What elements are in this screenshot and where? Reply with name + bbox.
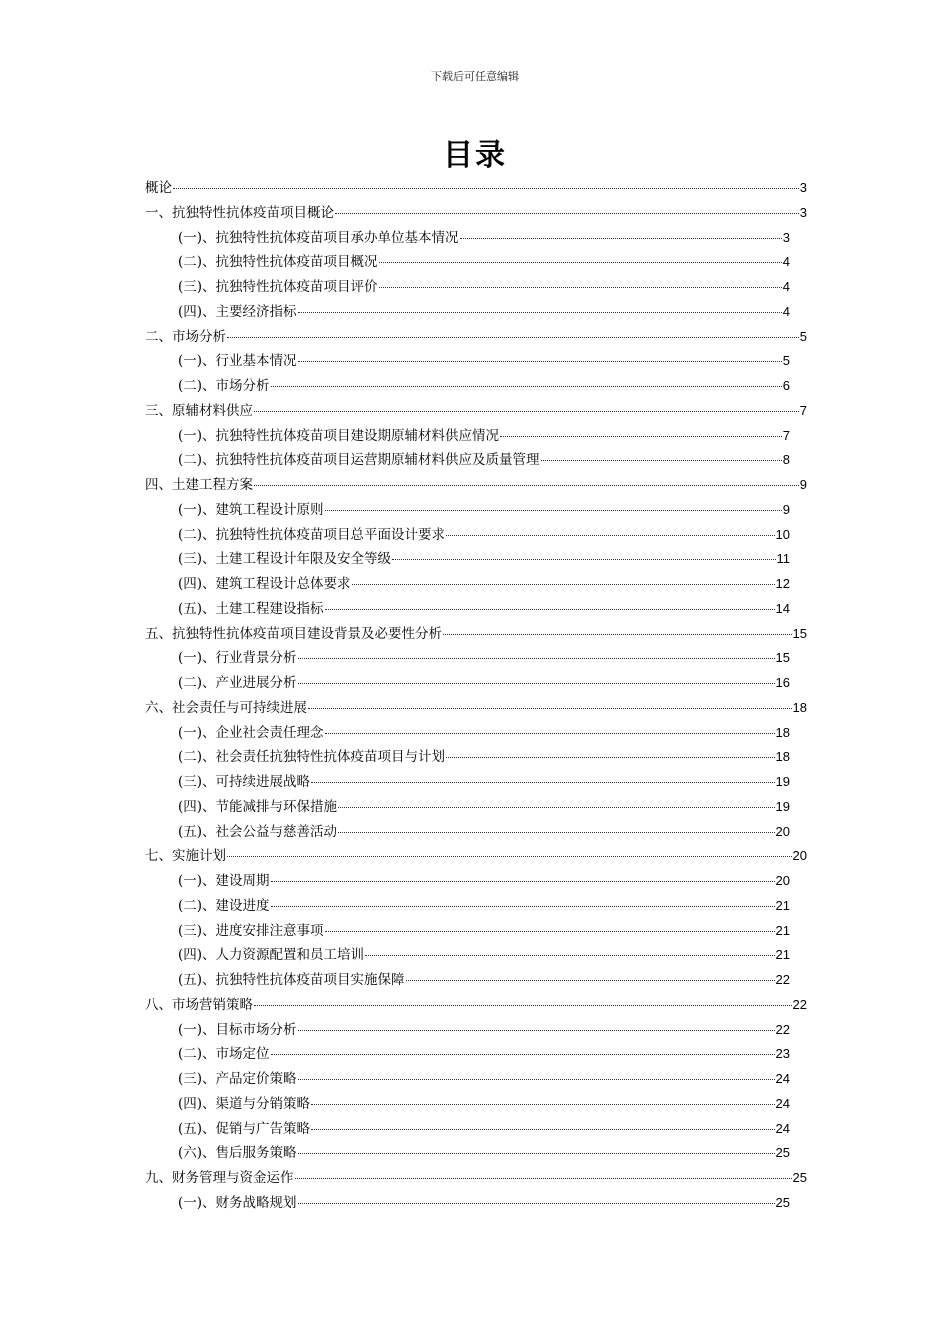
- toc-entry-label: (六)、售后服务策略: [178, 1145, 297, 1162]
- toc-entry-label: (二)、抗独特性抗体疫苗项目概况: [178, 254, 378, 271]
- toc-dot-leader: [335, 213, 799, 214]
- toc-entry[interactable]: [145, 844, 807, 869]
- toc-entry[interactable]: [145, 993, 807, 1018]
- toc-entry-page-number: 21: [775, 922, 790, 938]
- toc-entry-label: (一)、行业背景分析: [178, 650, 297, 667]
- toc-entry-page-number: 19: [775, 798, 790, 814]
- toc-entry-label: 五、抗独特性抗体疫苗项目建设背景及必要性分析: [145, 625, 442, 642]
- toc-entry[interactable]: [145, 275, 790, 300]
- toc-entry[interactable]: [145, 1042, 790, 1067]
- toc-entry[interactable]: [145, 325, 807, 350]
- toc-entry-page-number: 7: [799, 402, 807, 418]
- toc-entry-page-number: 4: [782, 303, 790, 319]
- toc-entry[interactable]: [145, 869, 790, 894]
- toc-entry-page-number: 6: [782, 378, 790, 393]
- toc-entry[interactable]: [145, 226, 790, 251]
- toc-entry-label: (二)、抗独特性抗体疫苗项目总平面设计要求: [178, 526, 446, 543]
- toc-entry-page-number: 3: [799, 180, 807, 195]
- toc-entry-label: (一)、目标市场分析: [178, 1021, 297, 1038]
- toc-entry-label: (五)、抗独特性抗体疫苗项目实施保障: [178, 972, 405, 988]
- toc-entry-page-number: 20: [775, 873, 790, 888]
- toc-entry-label: (一)、建设周期: [178, 873, 270, 889]
- toc-entry[interactable]: [145, 374, 790, 399]
- toc-entry-label: (一)、建筑工程设计原则: [178, 501, 324, 518]
- toc-dot-leader: [271, 1054, 775, 1055]
- toc-dot-leader: [379, 262, 782, 263]
- toc-dot-leader: [298, 683, 775, 684]
- toc-entry[interactable]: [145, 968, 790, 993]
- toc-entry-page-number: 25: [775, 1194, 790, 1210]
- toc-entry-page-number: 12: [775, 576, 790, 591]
- toc-dot-leader: [227, 337, 799, 338]
- toc-entry-page-number: 3: [799, 204, 807, 220]
- toc-dot-leader: [325, 510, 782, 511]
- toc-entry-page-number: 22: [775, 1021, 790, 1037]
- toc-entry-page-number: 3: [782, 229, 790, 245]
- toc-entry[interactable]: [145, 721, 790, 746]
- toc-entry-label: (五)、社会公益与慈善活动: [178, 823, 338, 840]
- toc-entry[interactable]: [145, 1067, 790, 1092]
- toc-entry-page-number: 24: [775, 1095, 790, 1111]
- toc-entry-label: (三)、土建工程设计年限及安全等级: [178, 551, 392, 568]
- toc-title: 目录: [443, 138, 507, 173]
- toc-dot-leader: [271, 881, 775, 882]
- toc-entry-label: (二)、抗独特性抗体疫苗项目运营期原辅材料供应及质量管理: [178, 452, 540, 469]
- toc-dot-leader: [365, 955, 774, 956]
- toc-entry-label: (二)、产业进展分析: [178, 675, 297, 691]
- toc-entry[interactable]: [145, 1018, 790, 1043]
- toc-entry-label: (二)、社会责任抗独特性抗体疫苗项目与计划: [178, 749, 446, 766]
- toc-dot-leader: [227, 856, 792, 857]
- toc-entry-label: (四)、主要经济指标: [178, 303, 297, 320]
- toc-entry-label: (一)、行业基本情况: [178, 353, 297, 370]
- toc-entry-label: (三)、产品定价策略: [178, 1071, 297, 1087]
- toc-entry-page-number: 16: [775, 675, 790, 690]
- toc-entry-label: 六、社会责任与可持续进展: [145, 699, 307, 716]
- toc-entry-page-number: 18: [775, 724, 790, 740]
- toc-entry-page-number: 18: [792, 699, 807, 715]
- toc-entry[interactable]: [145, 622, 807, 647]
- toc-entry[interactable]: [145, 1191, 790, 1216]
- toc-dot-leader: [446, 535, 774, 536]
- toc-entry[interactable]: [145, 943, 790, 968]
- toc-entry-label: 概论: [145, 180, 172, 196]
- toc-entry-page-number: 15: [792, 625, 807, 641]
- toc-dot-leader: [500, 436, 782, 437]
- toc-dot-leader: [311, 782, 774, 783]
- toc-dot-leader: [406, 980, 775, 981]
- toc-dot-leader: [298, 1079, 775, 1080]
- toc-entry-page-number: 8: [782, 452, 790, 468]
- toc-entry[interactable]: [145, 399, 807, 424]
- toc-entry[interactable]: [145, 894, 790, 919]
- toc-entry[interactable]: [145, 745, 790, 770]
- toc-entry[interactable]: [145, 919, 790, 944]
- toc-entry-label: (三)、可持续进展战略: [178, 774, 311, 790]
- toc-dot-leader: [295, 1178, 792, 1179]
- toc-entry[interactable]: [145, 424, 790, 449]
- toc-entry-page-number: 25: [792, 1170, 807, 1185]
- toc-dot-leader: [271, 386, 782, 387]
- toc-entry-label: (五)、土建工程建设指标: [178, 600, 324, 617]
- toc-dot-leader: [325, 733, 775, 734]
- toc-entry-label: (三)、抗独特性抗体疫苗项目评价: [178, 279, 378, 295]
- toc-dot-leader: [392, 559, 775, 560]
- toc-entry[interactable]: [145, 770, 790, 795]
- toc-dot-leader: [325, 931, 775, 932]
- toc-entry-page-number: 20: [792, 848, 807, 864]
- toc-dot-leader: [254, 411, 799, 412]
- toc-entry-page-number: 21: [775, 897, 790, 913]
- toc-entry-page-number: 22: [775, 972, 790, 987]
- toc-entry[interactable]: [145, 1166, 807, 1191]
- toc-entry[interactable]: [145, 795, 790, 820]
- toc-entry-page-number: 19: [775, 774, 790, 789]
- toc-entry[interactable]: [145, 1141, 790, 1166]
- toc-entry-page-number: 4: [782, 254, 790, 270]
- toc-entry[interactable]: [145, 176, 807, 201]
- toc-entry-label: (一)、财务战略规划: [178, 1194, 297, 1211]
- toc-dot-leader: [379, 287, 782, 288]
- toc-dot-leader: [298, 312, 782, 313]
- toc-dot-leader: [443, 634, 792, 635]
- toc-entry-page-number: 7: [782, 427, 790, 443]
- toc-entry[interactable]: [145, 597, 790, 622]
- toc-entry-page-number: 5: [782, 353, 790, 369]
- toc-entry[interactable]: [145, 523, 790, 548]
- toc-entry-label: (二)、建设进度: [178, 897, 270, 914]
- toc-entry-page-number: 24: [775, 1071, 790, 1086]
- toc-entry[interactable]: [145, 820, 790, 845]
- toc-entry-label: 一、抗独特性抗体疫苗项目概论: [145, 204, 334, 221]
- toc-dot-leader: [325, 609, 775, 610]
- toc-entry-label: 八、市场营销策略: [145, 996, 253, 1013]
- toc-dot-leader: [308, 708, 792, 709]
- toc-entry-page-number: 15: [775, 650, 790, 666]
- toc-entry-page-number: 4: [782, 279, 790, 294]
- toc-dot-leader: [298, 1203, 775, 1204]
- toc-entry-label: (五)、促销与广告策略: [178, 1120, 311, 1137]
- toc-entry-label: 七、实施计划: [145, 848, 226, 865]
- toc-entry-page-number: 11: [776, 551, 790, 567]
- toc-entry[interactable]: [145, 696, 807, 721]
- toc-dot-leader: [271, 906, 775, 907]
- toc-entry-page-number: 21: [775, 947, 790, 963]
- toc-entry-page-number: 23: [775, 1046, 790, 1062]
- toc-dot-leader: [446, 757, 774, 758]
- toc-entry-page-number: 5: [799, 328, 807, 344]
- toc-entry-page-number: 20: [775, 823, 790, 839]
- toc-dot-leader: [298, 1030, 775, 1031]
- toc-entry-page-number: 25: [775, 1145, 790, 1161]
- toc-entry[interactable]: [145, 547, 790, 572]
- toc-entry-page-number: 24: [775, 1120, 790, 1136]
- toc-dot-leader: [338, 832, 774, 833]
- toc-entry[interactable]: [145, 201, 807, 226]
- toc-entry[interactable]: [145, 646, 790, 671]
- toc-entry-label: 二、市场分析: [145, 328, 226, 345]
- toc-dot-leader: [311, 1104, 774, 1105]
- toc-dot-leader: [460, 238, 782, 239]
- toc-entry-label: (一)、抗独特性抗体疫苗项目建设期原辅材料供应情况: [178, 427, 500, 444]
- toc-entry-label: (四)、建筑工程设计总体要求: [178, 576, 351, 592]
- toc-dot-leader: [254, 1005, 792, 1006]
- toc-entry-label: (一)、企业社会责任理念: [178, 724, 324, 741]
- toc-entry-page-number: 9: [799, 477, 807, 492]
- header-note: 下载后可任意编辑: [431, 70, 519, 83]
- toc-entry-label: (四)、节能减排与环保措施: [178, 798, 338, 815]
- toc-dot-leader: [352, 584, 775, 585]
- toc-entry-page-number: 22: [792, 996, 807, 1012]
- toc-entry-page-number: 10: [775, 526, 790, 542]
- toc-entry-page-number: 14: [775, 600, 790, 616]
- toc-entry[interactable]: [145, 498, 790, 523]
- toc-entry-label: 九、财务管理与资金运作: [145, 1170, 294, 1186]
- toc-entry-label: 四、土建工程方案: [145, 477, 253, 493]
- toc-entry[interactable]: [145, 1092, 790, 1117]
- toc-entry[interactable]: [145, 671, 790, 696]
- toc-entry[interactable]: [145, 448, 790, 473]
- toc-dot-leader: [298, 361, 782, 362]
- toc-entry-page-number: 18: [775, 749, 790, 765]
- table-of-contents: [145, 176, 807, 1216]
- toc-entry[interactable]: [145, 1117, 790, 1142]
- toc-entry-label: (四)、人力资源配置和员工培训: [178, 947, 365, 964]
- toc-entry-label: (三)、进度安排注意事项: [178, 922, 324, 939]
- toc-entry-page-number: 9: [782, 501, 790, 517]
- toc-entry-label: (一)、抗独特性抗体疫苗项目承办单位基本情况: [178, 229, 459, 246]
- toc-dot-leader: [173, 188, 799, 189]
- toc-dot-leader: [311, 1129, 774, 1130]
- toc-entry[interactable]: [145, 572, 790, 597]
- toc-dot-leader: [338, 807, 774, 808]
- toc-entry-label: (四)、渠道与分销策略: [178, 1095, 311, 1112]
- toc-dot-leader: [298, 658, 775, 659]
- toc-dot-leader: [298, 1153, 775, 1154]
- toc-entry-label: 三、原辅材料供应: [145, 402, 253, 419]
- toc-entry[interactable]: [145, 473, 807, 498]
- toc-entry-label: (二)、市场定位: [178, 1046, 270, 1063]
- toc-entry[interactable]: [145, 300, 790, 325]
- toc-entry[interactable]: [145, 250, 790, 275]
- toc-dot-leader: [541, 460, 782, 461]
- toc-entry[interactable]: [145, 349, 790, 374]
- toc-dot-leader: [254, 485, 799, 486]
- toc-entry-label: (二)、市场分析: [178, 378, 270, 394]
